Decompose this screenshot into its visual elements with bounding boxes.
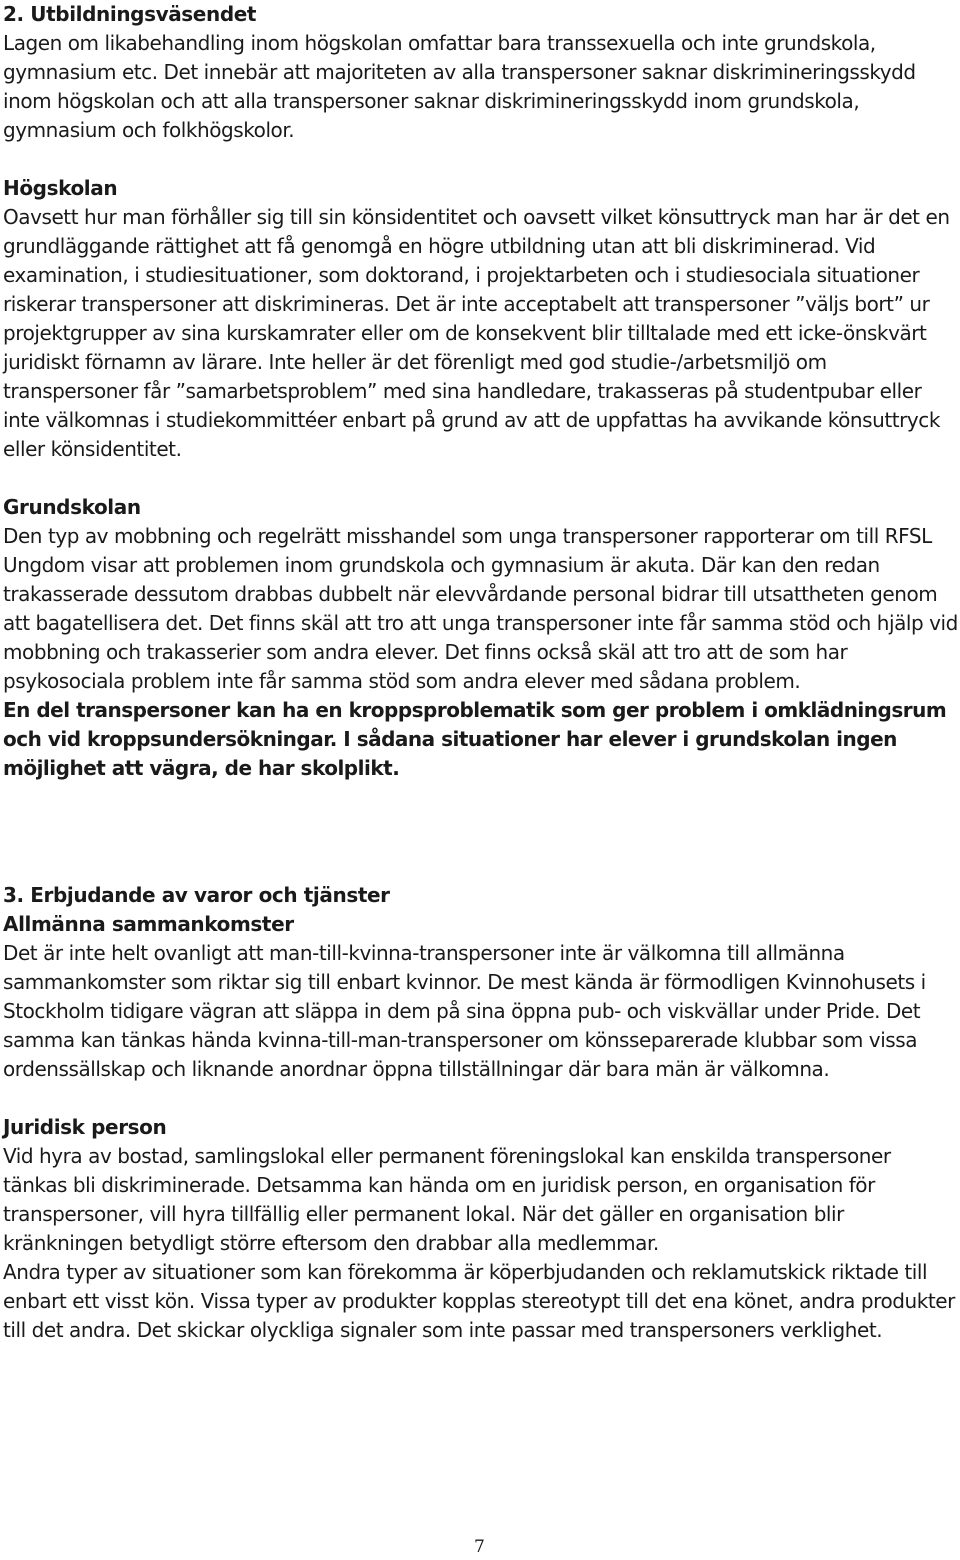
document-page: [3, 0, 958, 1345]
section-2-title: 2. Utbildningsväsendet: [3, 2, 257, 26]
juridisk-heading: Juridisk person: [3, 1115, 167, 1139]
spacer: [3, 1084, 958, 1113]
section-2-intro: Lagen om likabehandling inom högskolan omfattar bara transsexuella och inte grundskola, gymnasium etc. Det innebär att majoriteten av alla transpersoner saknar diskrimineringsskydd inom högskolan och att alla transpersoner saknar diskrimineringsskydd inom grundskola, gymnasium och folkhögskolor.: [3, 31, 916, 142]
juridisk-paragraph: Vid hyra av bostad, samlingslokal eller permanent föreningslokal kan enskilda transpersoner tänkas bli diskriminerade. Detsamma kan hända om en juridisk person, en organisation för transpersoner, vill hyra tillfällig eller permanent lokal. När det gäller en organisation blir kränkningen betydligt större eftersom den drabbar alla medlemmar.: [3, 1144, 891, 1255]
spacer: [3, 145, 958, 174]
allmanna-heading: Allmänna sammankomster: [3, 912, 294, 936]
page-number: 7: [474, 1537, 485, 1557]
spacer: [3, 783, 958, 881]
hogskolan-heading: Högskolan: [3, 176, 118, 200]
juridisk-paragraph-2: Andra typer av situationer som kan förekomma är köperbjudanden och reklamutskick riktade till enbart ett visst kön. Vissa typer av produkter kopplas stereotypt till det ena könet, andra produkter till det andra. Det skickar olyckliga signaler som inte passar med transpersoners verklighet.: [3, 1260, 955, 1342]
section-3-title: 3. Erbjudande av varor och tjänster: [3, 883, 390, 907]
allmanna-paragraph: Det är inte helt ovanligt att man-till-kvinna-transpersoner inte är välkomna till allmänna sammankomster som riktar sig till enbart kvinnor. De mest kända är förmodligen Kvinnohusets i Stockholm tidigare vägran att släppa in dem på sina öppna pub- och viskvällar under Pride. Det samma kan tänkas hända kvinna-till-man-transpersoner om könsseparerade klubbar som vissa ordenssällskap och liknande anordnar öppna tillställningar där bara män är välkomna.: [3, 941, 926, 1081]
spacer: [3, 464, 958, 493]
grundskolan-bold-paragraph: En del transpersoner kan ha en kroppsproblematik som ger problem i omklädningsrum och vid kroppsundersökningar. I sådana situationer har elever i grundskolan ingen möjlighet att vägra, de har skolplikt.: [3, 698, 947, 780]
grundskolan-heading: Grundskolan: [3, 495, 141, 519]
hogskolan-paragraph: Oavsett hur man förhåller sig till sin könsidentitet och oavsett vilket könsuttryck man har är det en grundläggande rättighet att få genomgå en högre utbildning utan att bli diskriminerad. Vid examination, i studiesituationer, som doktorand, i projektarbeten och i studiesociala situationer riskerar transpersoner att diskrimineras. Det är inte acceptabelt att transpersoner ”väljs bort” ur projektgrupper av sina kurskamrater eller om de konsekvent blir tilltalade med ett icke-önskvärt juridiskt förnamn av lärare. Inte heller är det förenligt med god studie-/arbetsmiljö om transpersoner får ”samarbetsproblem” med sina handledare, trakasseras på studentpubar eller inte välkomnas i studiekommittéer enbart på grund av att de uppfattas ha avvikande könsuttryck eller könsidentitet.: [3, 205, 950, 461]
grundskolan-paragraph: Den typ av mobbning och regelrätt misshandel som unga transpersoner rapporterar om till RFSL Ungdom visar att problemen inom grundskola och gymnasium är akuta. Där kan den redan trakasserade dessutom drabbas dubbelt när elevvårdande personal bidrar till utsattheten genom att bagatellisera det. Det finns skäl att tro att unga transpersoner inte får samma stöd och hjälp vid mobbning och trakasserier som andra elever. Det finns också skäl att tro att de som har psykosociala problem inte får samma stöd som andra elever med sådana problem.: [3, 524, 958, 693]
